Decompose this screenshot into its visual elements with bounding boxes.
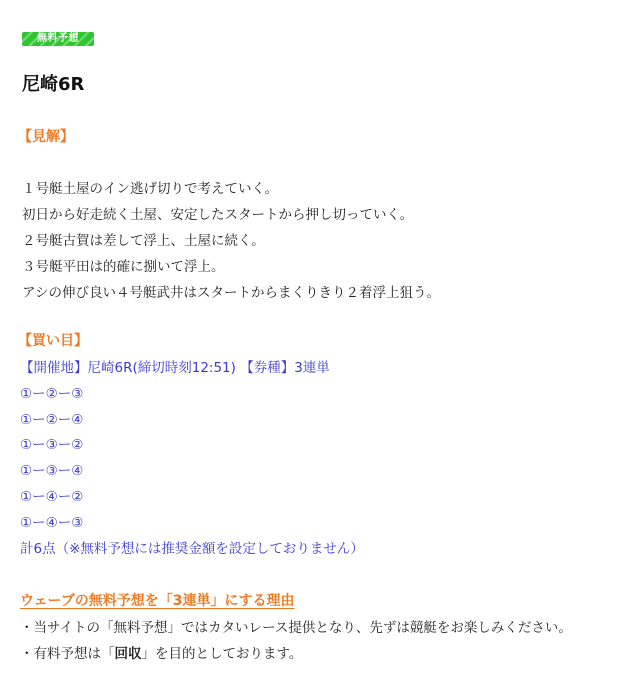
opinion-text xyxy=(22,176,440,306)
pick-combination: ①ー④ー③ xyxy=(20,514,84,531)
pick-combination: ①ー②ー④ xyxy=(20,411,84,428)
opinion-line: 初日から好走続く土屋、安定したスタートから押し切っていく。 xyxy=(22,207,414,223)
pick-combination: ①ー③ー④ xyxy=(20,463,84,480)
race-title: 尼崎6R xyxy=(22,74,85,95)
venue-line: 【開催地】尼崎6R(締切時刻12:51) 【券種】3連単 xyxy=(20,360,330,376)
pick-combination: ①ー④ー② xyxy=(20,488,84,505)
reason-heading-link[interactable]: ウェーブの無料予想を「3連単」にする理由 xyxy=(20,593,295,609)
opinion-line: １号艇土屋のイン逃げ切りで考えていく。 xyxy=(22,181,279,197)
reason-bullets xyxy=(20,615,572,667)
reason-bullet-emphasis: 回収 xyxy=(114,646,142,662)
opinion-heading: 【見解】 xyxy=(18,129,74,145)
reason-bullet-suffix: 」を目的としております。 xyxy=(141,646,303,662)
free-prediction-badge: 無料予想 xyxy=(22,32,94,46)
pick-combination: ①ー③ー② xyxy=(20,437,84,454)
reason-bullet: ・当サイトの「無料予想」ではカタいレース提供となり、先ずは競艇をお楽しみください。 xyxy=(20,620,572,636)
reason-bullet xyxy=(20,641,572,667)
picks-heading: 【買い目】 xyxy=(18,333,88,349)
opinion-line: ２号艇古賀は差して浮上、土屋に続く。 xyxy=(22,233,265,249)
picks-total: 計6点（※無料予想には推奨金額を設定しておりません） xyxy=(20,540,364,557)
reason-bullet-prefix: ・有料予想は「 xyxy=(20,646,115,662)
picks-list xyxy=(20,356,364,562)
opinion-line: アシの伸び良い４号艇武井はスタートからまくりきり２着浮上狙う。 xyxy=(22,285,440,301)
opinion-line: ３号艇平田は的確に捌いて浮上。 xyxy=(22,259,225,275)
pick-combination: ①ー②ー③ xyxy=(20,385,84,402)
